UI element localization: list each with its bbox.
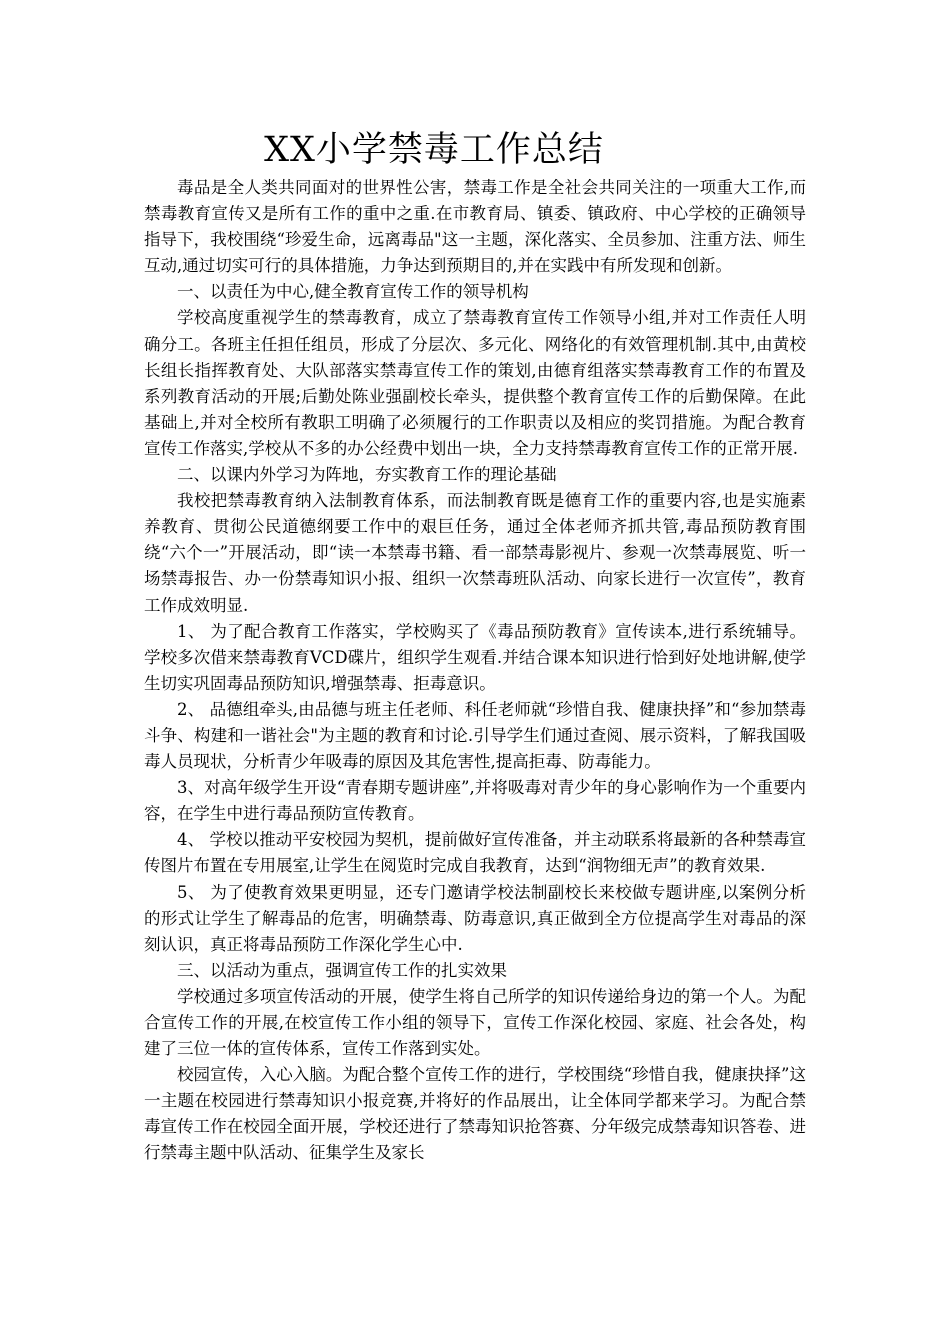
document-title: XX小学禁毒工作总结 (264, 130, 604, 170)
paragraph-intro: 毒品是全人类共同面对的世界性公害，禁毒工作是全社会共同关注的一项重大工作,而禁毒教育宣传又是所有工作的重中之重.在市教育局、镇委、镇政府、中心学校的正确领导指导下，我校围绕“珍爱生命，远离毒品"这一主题，深化落实、全员参加、注重方法、师生互动,通过切实可行的具体措施，力争达到预期目的,并在实践中有所发现和创新。 (144, 178, 806, 276)
paragraph: 我校把禁毒教育纳入法制教育体系，而法制教育既是德育工作的重要内容,也是实施素养教育、贯彻公民道德纲要工作中的艰巨任务，通过全体老师齐抓共管,毒品预防教育围绕“六个一”开展活动，即“读一本禁毒书籍、看一部禁毒影视片、参观一次禁毒展览、听一场禁毒报告、办一份禁毒知识小报、组织一次禁毒班队活动、向家长进行一次宣传”，教育工作成效明显. (144, 491, 806, 615)
paragraph: 校园宣传，入心入脑。为配合整个宣传工作的进行，学校围绕“珍惜自我，健康抉择”这一主题在校园进行禁毒知识小报竞赛,并将好的作品展出，让全体同学都来学习。为配合禁毒宣传工作在校园全面开展，学校还进行了禁毒知识抢答赛、分年级完成禁毒知识答卷、进行禁毒主题中队活动、征集学生及家长 (144, 1065, 806, 1163)
section-heading-2: 二、以课内外学习为阵地，夯实教育工作的理论基础 (177, 465, 557, 485)
section-heading-3: 三、以活动为重点，强调宣传工作的扎实效果 (177, 960, 507, 980)
document-body (144, 175, 806, 1167)
list-item: 5、 为了使教育效果更明显，还专门邀请学校法制副校长来校做专题讲座,以案例分析的形式让学生了解毒品的危害，明确禁毒、防毒意识,真正做到全方位提高学生对毒品的深刻认识，真正将毒品预防工作深化学生心中. (144, 882, 806, 954)
section-heading-1: 一、以责任为中心,健全教育宣传工作的领导机构 (177, 282, 529, 302)
list-item: 2、 品德组牵头,由品德与班主任老师、科任老师就“珍惜自我、健康抉择”和“参加禁毒斗争、构建和一谐社会"为主题的教育和讨论.引导学生们通过查阅、展示资料，了解我国吸毒人员现状，分析青少年吸毒的原因及其危害性,提高拒毒、防毒能力。 (144, 699, 806, 772)
list-item: 4、 学校以推动平安校园为契机，提前做好宣传准备，并主动联系将最新的各种禁毒宣传图片布置在专用展室,让学生在阅览时完成自我教育，达到“润物细无声”的教育效果. (144, 830, 806, 876)
paragraph: 学校通过多项宣传活动的开展，使学生将自己所学的知识传递给身边的第一个人。为配合宣传工作的开展,在校宣传工作小组的领导下，宣传工作深化校园、家庭、社会各处，构建了三位一体的宣传体系，宣传工作落到实处。 (144, 986, 806, 1059)
list-item: 1、 为了配合教育工作落实，学校购买了《毒品预防教育》宣传读本,进行系统辅导。学校多次借来禁毒教育VCD碟片，组织学生观看.并结合课本知识进行恰到好处地讲解,使学生切实巩固毒品预防知识,增强禁毒、拒毒意识。 (144, 621, 806, 693)
paragraph: 学校高度重视学生的禁毒教育，成立了禁毒教育宣传工作领导小组,并对工作责任人明确分工。各班主任担任组员，形成了分层次、多元化、网络化的有效管理机制.其中,由黄校长组长指挥教育处、大队部落实禁毒宣传工作的策划,由德育组落实禁毒教育工作的布置及系列教育活动的开展;后勤处陈业强副校长牵头，提供整个教育宣传工作的后勤保障。在此基础上,并对全校所有教职工明确了必须履行的工作职责以及相应的奖罚措施。为配合教育宣传工作落实,学校从不多的办公经费中划出一块，全力支持禁毒教育宣传工作的正常开展. (144, 308, 806, 458)
list-item: 3、对高年级学生开设“青春期专题讲座”,并将吸毒对青少年的身心影响作为一个重要内容，在学生中进行毒品预防宣传教育。 (144, 778, 806, 824)
